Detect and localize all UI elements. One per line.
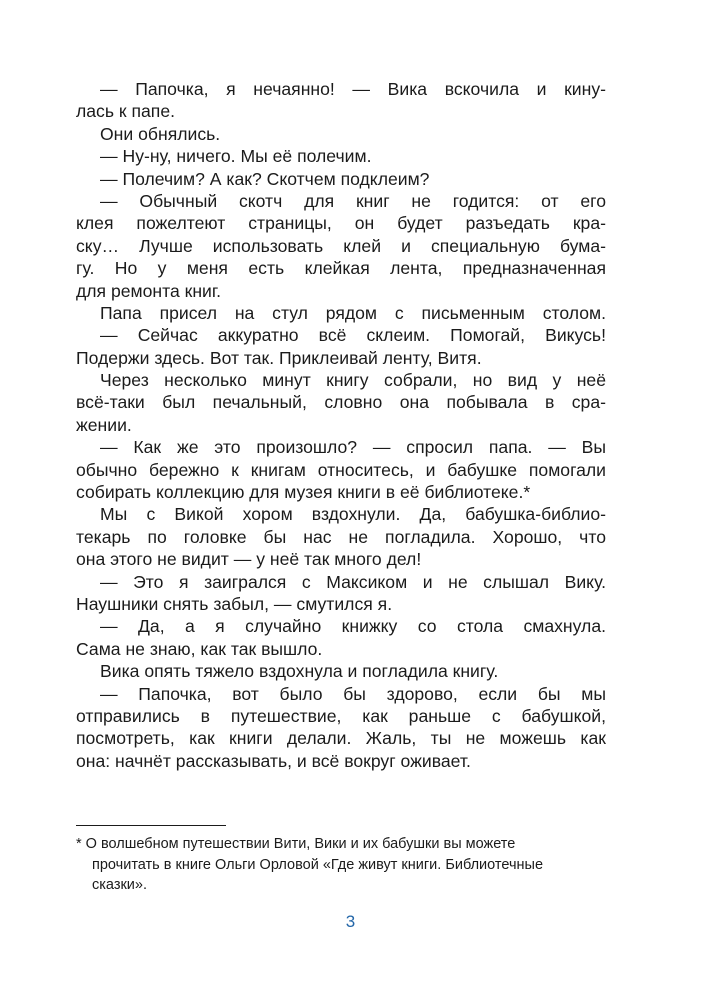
text-line: клея пожелтеют страницы, он будет разъедать кра- [76,213,606,234]
page-body [76,78,606,772]
text-line: — Полечим? А как? Скотчем подклеим? [100,168,430,189]
text-line: она этого не видит — у неё так много дел! [76,549,422,570]
footnote [76,834,610,896]
text-line: она: начнёт рассказывать, и всё вокруг оживает. [76,750,471,771]
text-line: лась к папе. [76,101,175,122]
text-line: Вика опять тяжело вздохнула и погладила книгу. [100,661,499,682]
footnote-divider [76,825,226,826]
text-line: Папа присел на стул рядом с письменным столом. [100,302,606,323]
text-line: гу. Но у меня есть клейкая лента, предназначенная [76,258,606,279]
text-line: для ремонта книг. [76,280,222,301]
text-line: обычно бережно к книгам относитесь, и бабушке помогали [76,459,606,480]
footnote-line: прочитать в книге Ольги Орловой «Где живут книги. Библиотечные [92,856,544,873]
text-line: — Папочка, я нечаянно! — Вика вскочила и кину- [100,79,606,99]
text-line: — Ну-ну, ничего. Мы её полечим. [100,146,372,167]
footnote-line: сказки». [92,877,147,893]
footnote-line: * О волшебном путешествии Вити, Вики и их бабушки вы можете [76,836,516,852]
text-line: собирать коллекцию для музея книги в её библиотеке.* [76,482,531,503]
text-line: Мы с Викой хором вздохнули. Да, бабушка-библио- [100,504,606,525]
text-line: отправились в путешествие, как раньше с бабушкой, [76,705,606,726]
text-line: ску… Лучше использовать клей и специальную бума- [76,235,606,256]
text-line: — Папочка, вот было бы здорово, если бы мы [100,683,606,704]
text-line: Сама не знаю, как так вышло. [76,638,323,659]
page-number: 3 [345,912,356,931]
text-line: — Да, а я случайно книжку со стола смахнула. [100,616,606,637]
text-line: — Сейчас аккуратно всё склеим. Помогай, Викусь! [100,325,606,346]
text-line: — Это я заигрался с Максиком и не слышал Вику. [100,571,606,592]
text-line: — Обычный скотч для книг не годится: от его [100,190,606,211]
text-line: всё-таки был печальный, словно она побывала в сра- [76,392,606,413]
text-line: Они обнялись. [100,123,221,144]
text-line: Наушники снять забыл, — смутился я. [76,593,393,614]
text-line: Через несколько минут книгу собрали, но вид у неё [100,370,606,391]
text-line: — Как же это произошло? — спросил папа. — Вы [100,437,606,458]
text-line: Подержи здесь. Вот так. Приклеивай ленту, Витя. [76,347,482,368]
text-line: посмотреть, как книги делали. Жаль, ты не можешь как [76,728,606,749]
text-line: жении. [76,414,132,435]
text-line: текарь по головке бы нас не погладила. Хорошо, что [76,526,606,547]
